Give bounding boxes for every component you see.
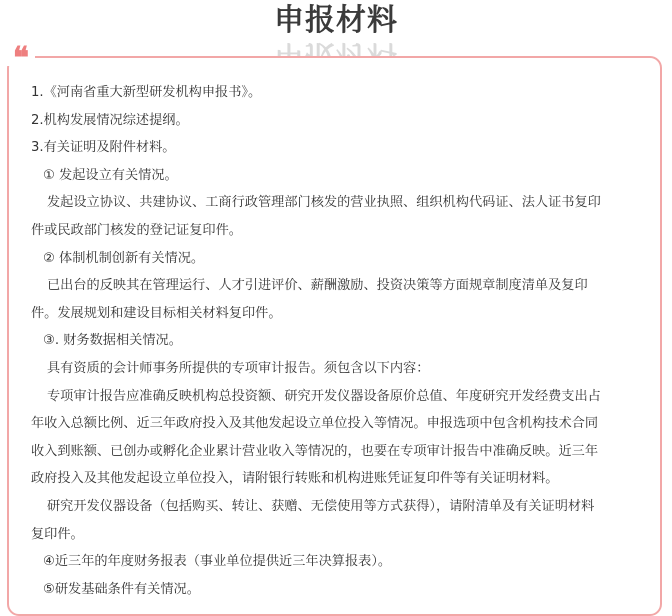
line-10: ③. 财务数据相关情况。 — [43, 333, 182, 349]
line-3: 3.有关证明及附件材料。 — [31, 140, 176, 156]
line-2: 2.机构发展情况综述提纲。 — [31, 112, 189, 128]
line-18: ④近三年的年度财务报表（事业单位提供近三年决算报表）。 — [43, 554, 392, 570]
line-6: 件或民政部门核发的登记证复印件。 — [31, 222, 242, 238]
line-4: ① 发起设立有关情况。 — [43, 167, 178, 183]
line-17: 复印件。 — [31, 526, 84, 542]
line-12: 专项审计报告应准确反映机构总投资额、研究开发仪器设备原价总值、年度研究开发经费支出占 — [47, 388, 601, 404]
page-title: 申报材料 — [274, 3, 398, 38]
document-body — [31, 79, 643, 603]
line-19: ⑤研发基础条件有关情况。 — [43, 581, 200, 597]
line-15: 政府投入及其他发起设立单位投入，请附银行转账和机构进账凭证复印件等有关证明材料。 — [31, 471, 559, 487]
line-11: 具有资质的会计师事务所提供的专项审计报告。须包含以下内容： — [47, 360, 430, 376]
line-8: 已出台的反映其在管理运行、人才引进评价、薪酬激励、投资决策等方面规章制度清单及复印 — [47, 278, 588, 294]
line-13: 年收入总额比例、近三年政府投入及其他发起设立单位投入等情况。申报选项中包含机构技术合同 — [31, 416, 599, 432]
line-7: ② 体制机制创新有关情况。 — [43, 250, 205, 266]
page-title-reflection — [0, 36, 672, 52]
line-14: 收入到账额、已创办或孵化企业累计营业收入等情况的，也要在专项审计报告中准确反映。近三年 — [31, 443, 599, 459]
title-area — [0, 0, 672, 56]
line-5: 发起设立协议、共建协议、工商行政管理部门核发的营业执照、组织机构代码证、法人证书复印 — [47, 195, 601, 211]
quote-mark-icon: ❝ — [7, 44, 35, 66]
line-9: 件。发展规划和建设目标相关材料复印件。 — [31, 305, 282, 321]
line-1: 1.《河南省重大新型研发机构申报书》。 — [31, 85, 262, 100]
line-16: 研究开发仪器设备（包括购买、转让、获赠、无偿使用等方式获得），请附清单及有关证明材料 — [47, 498, 595, 514]
